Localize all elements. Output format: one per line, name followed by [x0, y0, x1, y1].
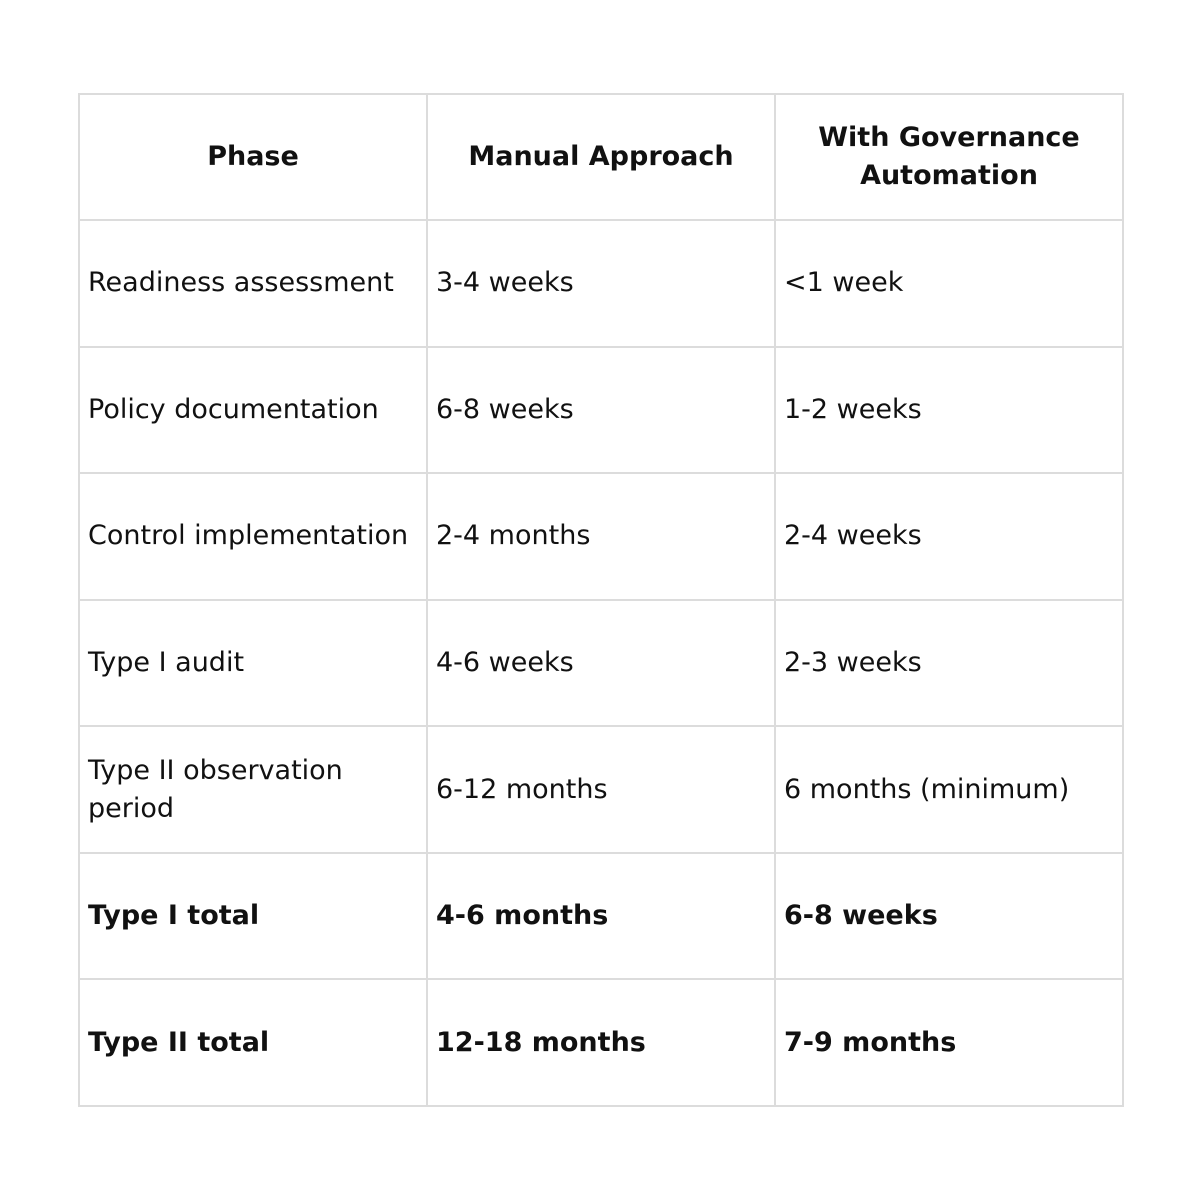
phase-cell: Policy documentation [79, 347, 427, 474]
phase-cell: Type I audit [79, 600, 427, 727]
table-row [79, 347, 1123, 474]
header-manual-approach: Manual Approach [427, 94, 775, 220]
automation-cell: 6 months (minimum) [775, 726, 1123, 853]
manual-cell: 4-6 weeks [427, 600, 775, 727]
header-with-governance-automation: With Governance Automation [775, 94, 1123, 220]
table-row [79, 600, 1123, 727]
phase-cell: Type II observation period [79, 726, 427, 853]
table-row [79, 726, 1123, 853]
header-phase: Phase [79, 94, 427, 220]
automation-cell: 2-4 weeks [775, 473, 1123, 600]
automation-cell: 6-8 weeks [775, 853, 1123, 980]
manual-cell: 6-8 weeks [427, 347, 775, 474]
table-row-total [79, 979, 1123, 1106]
manual-cell: 2-4 months [427, 473, 775, 600]
automation-cell: 2-3 weeks [775, 600, 1123, 727]
phase-cell: Type I total [79, 853, 427, 980]
manual-cell: 6-12 months [427, 726, 775, 853]
manual-cell: 4-6 months [427, 853, 775, 980]
automation-cell: <1 week [775, 220, 1123, 347]
phase-cell: Type II total [79, 979, 427, 1106]
manual-cell: 12-18 months [427, 979, 775, 1106]
phase-cell: Control implementation [79, 473, 427, 600]
automation-cell: 7-9 months [775, 979, 1123, 1106]
table-header-row [79, 94, 1123, 220]
automation-cell: 1-2 weeks [775, 347, 1123, 474]
manual-cell: 3-4 weeks [427, 220, 775, 347]
table-row [79, 473, 1123, 600]
phase-cell: Readiness assessment [79, 220, 427, 347]
table-row-total [79, 853, 1123, 980]
table-row [79, 220, 1123, 347]
comparison-table [78, 93, 1124, 1107]
